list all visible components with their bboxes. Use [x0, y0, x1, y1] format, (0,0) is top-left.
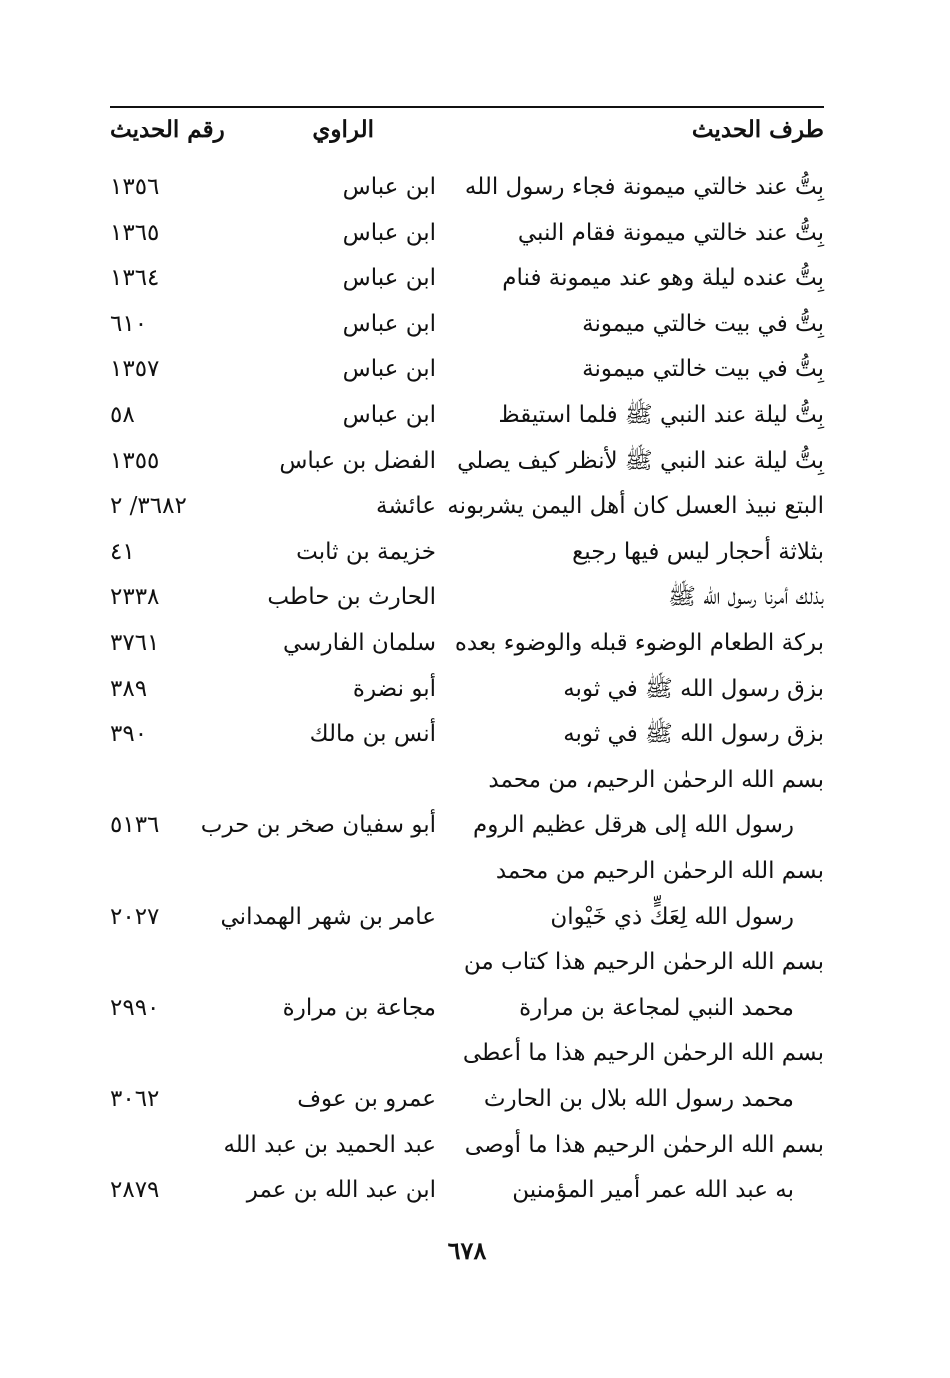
table-row: [110, 1030, 824, 1076]
narrator-cell: أنس بن مالك: [309, 721, 436, 748]
table-row: [110, 620, 824, 666]
narrator-cell: ابن عباس: [342, 402, 436, 428]
table-row: [110, 939, 824, 985]
narrator-cell: الحارث بن حاطب: [267, 584, 436, 611]
hadith-tarf-cell: بزق رسول الله ﷺ في ثوبه: [563, 721, 824, 748]
table-row: [110, 1076, 824, 1122]
header-narrator: الراوي: [312, 116, 374, 143]
narrator-cell: الفضل بن عباس: [279, 447, 436, 474]
table-row: [110, 346, 824, 392]
table-row: [110, 164, 824, 210]
narrator-cell: ابن عبد الله بن عمر: [246, 1177, 436, 1204]
hadith-tarf-cell: بركة الطعام الوضوء قبله والوضوء بعده: [454, 630, 824, 656]
table-row: [110, 210, 824, 256]
hadith-tarf-cell: بِتُّ في بيت خالتي ميمونة: [582, 310, 824, 337]
hadith-number-cell: ١٣٦٥: [110, 219, 160, 246]
hadith-number-cell: ٣٧٦١: [110, 630, 160, 656]
index-page: [110, 0, 824, 1378]
hadith-tarf-cell: بِتُّ ليلة عند النبي ﷺ لأنظر كيف يصلي: [457, 447, 824, 474]
hadith-tarf-cell: رسول الله إلى هرقل عظيم الروم: [473, 812, 794, 839]
narrator-cell: [186, 1030, 436, 1076]
hadith-tarf-cell: بِتُّ ليلة عند النبي ﷺ فلما استيقظ: [498, 402, 824, 428]
hadith-number-cell: ٦١٠: [110, 310, 148, 337]
hadith-number-cell: ٣٩٠: [110, 721, 148, 748]
narrator-cell: [186, 848, 436, 894]
table-row: [110, 301, 824, 347]
hadith-number-cell: ١٣٥٧: [110, 356, 160, 383]
hadith-tarf-cell: بسم الله الرحمٰن الرحيم هذا ما أوصى: [464, 1131, 824, 1158]
hadith-tarf-cell: محمد النبي لمجاعة بن مرارة: [519, 994, 794, 1021]
hadith-tarf-cell: بذلك أمرنا رسول الله ﷺ: [668, 584, 824, 611]
narrator-cell: ابن عباس: [342, 265, 436, 292]
narrator-cell: ابن عباس: [342, 174, 436, 200]
narrator-cell: أبو سفيان صخر بن حرب: [200, 812, 436, 839]
table-row: [110, 666, 824, 712]
hadith-number-cell: ٢٠٢٧: [110, 903, 160, 930]
hadith-number-cell: [110, 1030, 220, 1076]
table-row: [110, 574, 824, 620]
hadith-number-cell: [110, 848, 220, 894]
table-row: [110, 1167, 824, 1213]
hadith-tarf-cell: بزق رسول الله ﷺ في ثوبه: [563, 675, 824, 702]
header-hadith-tarf: طرف الحديث: [691, 116, 824, 143]
hadith-tarf-cell: بِتُّ عند خالتي ميمونة فقام النبي: [517, 219, 824, 246]
hadith-number-cell: ١٣٥٥: [110, 447, 160, 474]
table-row: [110, 392, 824, 438]
narrator-cell: عائشة: [376, 493, 436, 520]
hadith-tarf-cell: رسول الله لِعَكٍّ ذي خَيْوان: [550, 903, 794, 930]
narrator-cell: سلمان الفارسي: [283, 630, 436, 656]
table-row: [110, 985, 824, 1031]
hadith-number-cell: [110, 1122, 220, 1168]
hadith-tarf-cell: بثلاثة أحجار ليس فيها رجيع: [572, 538, 824, 565]
table-row: [110, 1122, 824, 1168]
narrator-cell: [186, 757, 436, 803]
narrator-cell: أبو نضرة: [352, 675, 436, 702]
narrator-cell: عامر بن شهر الهمداني: [220, 903, 436, 930]
hadith-number-cell: ١٣٥٦: [110, 174, 160, 200]
hadith-number-cell: ٢٩٩٠: [110, 994, 160, 1021]
hadith-number-cell: ٣٠٦٢: [110, 1086, 160, 1112]
hadith-tarf-cell: بِتُّ في بيت خالتي ميمونة: [582, 356, 824, 383]
table-row: [110, 255, 824, 301]
hadith-tarf-cell: بِتُّ عند خالتي ميمونة فجاء رسول الله: [464, 174, 824, 200]
hadith-tarf-cell: به عبد الله عمر أمير المؤمنين: [512, 1177, 794, 1204]
hadith-number-cell: ٢٣٣٨: [110, 584, 160, 611]
hadith-number-cell: ١٣٦٤: [110, 265, 160, 292]
hadith-tarf-cell: بِتُّ عنده ليلة وهو عند ميمونة فنام: [502, 265, 824, 292]
narrator-cell: ابن عباس: [342, 356, 436, 383]
narrator-cell: عبد الحميد بن عبد الله: [223, 1131, 436, 1158]
hadith-tarf-cell: محمد رسول الله بلال بن الحارث: [483, 1086, 794, 1112]
hadith-tarf-cell: بسم الله الرحمٰن الرحيم من محمد: [495, 858, 824, 884]
hadith-number-cell: [110, 757, 220, 803]
table-row: [110, 848, 824, 894]
hadith-number-cell: ٣٦٨٢/ ٢: [110, 493, 187, 520]
hadith-number-cell: ٥١٣٦: [110, 812, 160, 839]
table-row: [110, 802, 824, 848]
table-row: [110, 757, 824, 803]
narrator-cell: مجاعة بن مرارة: [282, 994, 436, 1021]
hadith-number-cell: ٤١: [110, 538, 135, 565]
header-rule: [110, 106, 824, 108]
table-row: [110, 483, 824, 529]
narrator-cell: عمرو بن عوف: [297, 1086, 436, 1112]
header-hadith-number: رقم الحديث: [110, 116, 225, 143]
page-number: ٦٧٨: [447, 1236, 487, 1265]
narrator-cell: ابن عباس: [342, 219, 436, 246]
narrator-cell: ابن عباس: [342, 310, 436, 337]
hadith-tarf-cell: البتع نبيذ العسل كان أهل اليمن يشربونه: [447, 493, 824, 520]
hadith-number-cell: ٥٨: [110, 402, 135, 428]
table-row: [110, 438, 824, 484]
narrator-cell: [186, 939, 436, 985]
table-row: [110, 529, 824, 575]
hadith-number-cell: ٢٨٧٩: [110, 1177, 160, 1204]
hadith-number-cell: [110, 939, 220, 985]
hadith-number-cell: ٣٨٩: [110, 675, 148, 702]
hadith-tarf-cell: بسم الله الرحمٰن الرحيم، من محمد: [488, 766, 824, 793]
hadith-tarf-cell: بسم الله الرحمٰن الرحيم هذا ما أعطى: [462, 1040, 824, 1067]
narrator-cell: خزيمة بن ثابت: [296, 538, 436, 565]
hadith-tarf-cell: بسم الله الرحمٰن الرحيم هذا كتاب من: [463, 949, 824, 976]
table-row: [110, 711, 824, 757]
table-row: [110, 894, 824, 940]
